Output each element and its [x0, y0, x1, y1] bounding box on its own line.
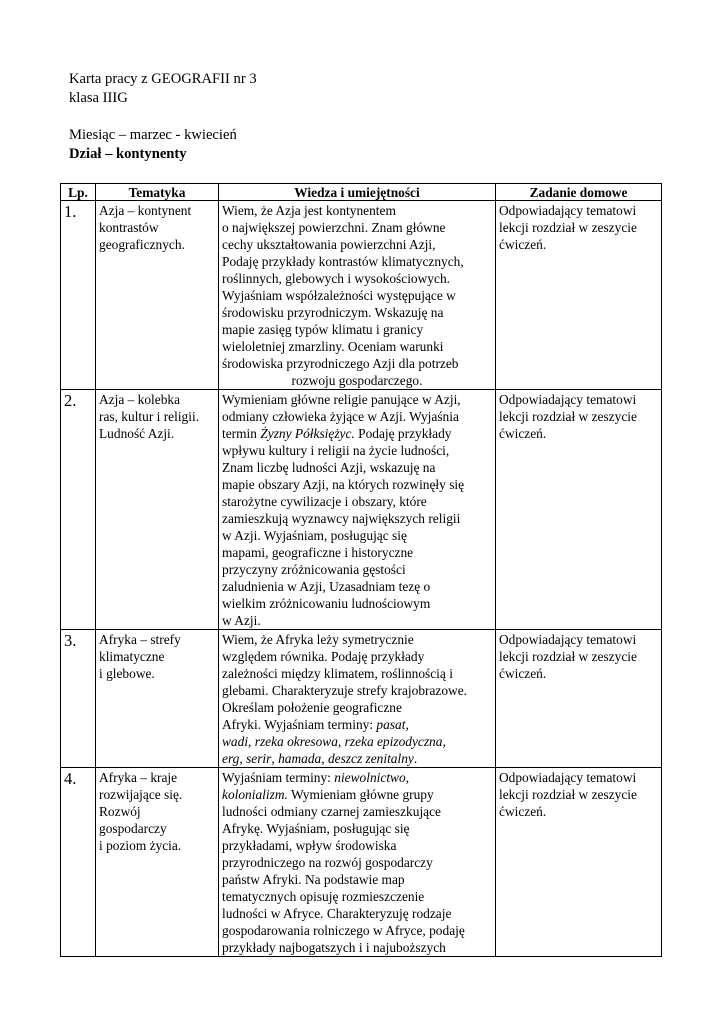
homework-cell: Odpowiadający tematowi lekcji rozdział w zeszycie ćwiczeń. — [496, 768, 662, 957]
row-number: 3. — [61, 630, 96, 768]
section-title: Dział – kontynenty — [69, 146, 187, 162]
topic-cell: Afryka – kraje rozwijające się. Rozwój gospodarczy i poziom życia. — [96, 768, 219, 957]
knowledge-cell: Wymieniam główne religie panujące w Azji, odmiany człowieka żyjące w Azji. Wyjaśnia termin Żyzny Półksiężyc. Podaję przykłady wpływu kultury i religii na życie ludności, Znam liczbę ludności Azji, wskazuję na mapie obszary Azji, na których rozwinęły się starożytne cywilizacje i obszary, które zamieszkują wyznawcy największych religii w Azji. Wyjaśniam, posługując się mapami, geograficzne i historyczne przyczyny zróżnicowania gęstości zaludnienia w Azji, Uzasadniam tezę o wielkim zróżnicowaniu ludnościowym w Azji. — [219, 390, 496, 630]
header-wiedza: Wiedza i umiejętności — [219, 184, 496, 201]
table-row — [61, 201, 662, 390]
topic-cell: Azja – kontynent kontrastów geograficznych. — [96, 201, 219, 390]
header-lp: Lp. — [61, 184, 96, 201]
table-row — [61, 630, 662, 768]
homework-cell: Odpowiadający tematowi lekcji rozdział w zeszycie ćwiczeń. — [496, 390, 662, 630]
month-range: Miesiąc – marzec - kwiecień — [69, 127, 237, 143]
knowledge-cell: Wyjaśniam terminy: niewolnictwo, kolonializm. Wymieniam główne grupy ludności odmiany czarnej zamieszkujące Afrykę. Wyjaśniam, posługując się przykładami, wpływ środowiska przyrodniczego na rozwój gospodarczy państw Afryki. Na podstawie map tematycznych opisuję rozmieszczenie ludności w Afryce. Charakteryzuję rodzaje gospodarowania rolniczego w Afryce, podaję przykłady najbogatszych i i najuboższych — [219, 768, 496, 957]
term-italic: Żyzny Półksiężyc. — [260, 426, 355, 441]
knowledge-cell: Wiem, że Afryka leży symetrycznie względem równika. Podaję przykłady zależności między klimatem, roślinnością i glebami. Charakteryzuje strefy krajobrazowe. Określam położenie geograficzne Afryki. Wyjaśniam terminy: pasat, wadi, rzeka okresowa, rzeka epizodyczna, erg, serir, hamada, deszcz zenitalny. — [219, 630, 496, 768]
topic-cell: Azja – kolebka ras, kultur i religii. Ludność Azji. — [96, 390, 219, 630]
homework-cell: Odpowiadający tematowi lekcji rozdział w zeszycie ćwiczeń. — [496, 201, 662, 390]
header-zadanie: Zadanie domowe — [496, 184, 662, 201]
row-number: 4. — [61, 768, 96, 957]
row-number: 1. — [61, 201, 96, 390]
document-header — [69, 70, 257, 164]
homework-cell: Odpowiadający tematowi lekcji rozdział w zeszycie ćwiczeń. — [496, 630, 662, 768]
table-row — [61, 768, 662, 957]
topic-cell: Afryka – strefy klimatyczne i glebowe. — [96, 630, 219, 768]
knowledge-cell: Wiem, że Azja jest kontynentem o największej powierzchni. Znam główne cechy ukształtowania powierzchni Azji, Podaję przykłady kontrastów klimatycznych, roślinnych, glebowych i wysokościowych. Wyjaśniam współzależności występujące w środowisku przyrodniczym. Wskazuję na mapie zasięg typów klimatu i granicy wieloletniej zmarzliny. Oceniam warunki środowiska przyrodniczego Azji dla potrzeb rozwoju gospodarczego. — [219, 201, 496, 390]
table-header-row — [61, 184, 662, 201]
worksheet-title: Karta pracy z GEOGRAFII nr 3 — [69, 71, 257, 87]
table-row — [61, 390, 662, 630]
header-tematyka: Tematyka — [96, 184, 219, 201]
class-label: klasa IIIG — [69, 90, 128, 106]
row-number: 2. — [61, 390, 96, 630]
curriculum-table — [60, 183, 662, 957]
